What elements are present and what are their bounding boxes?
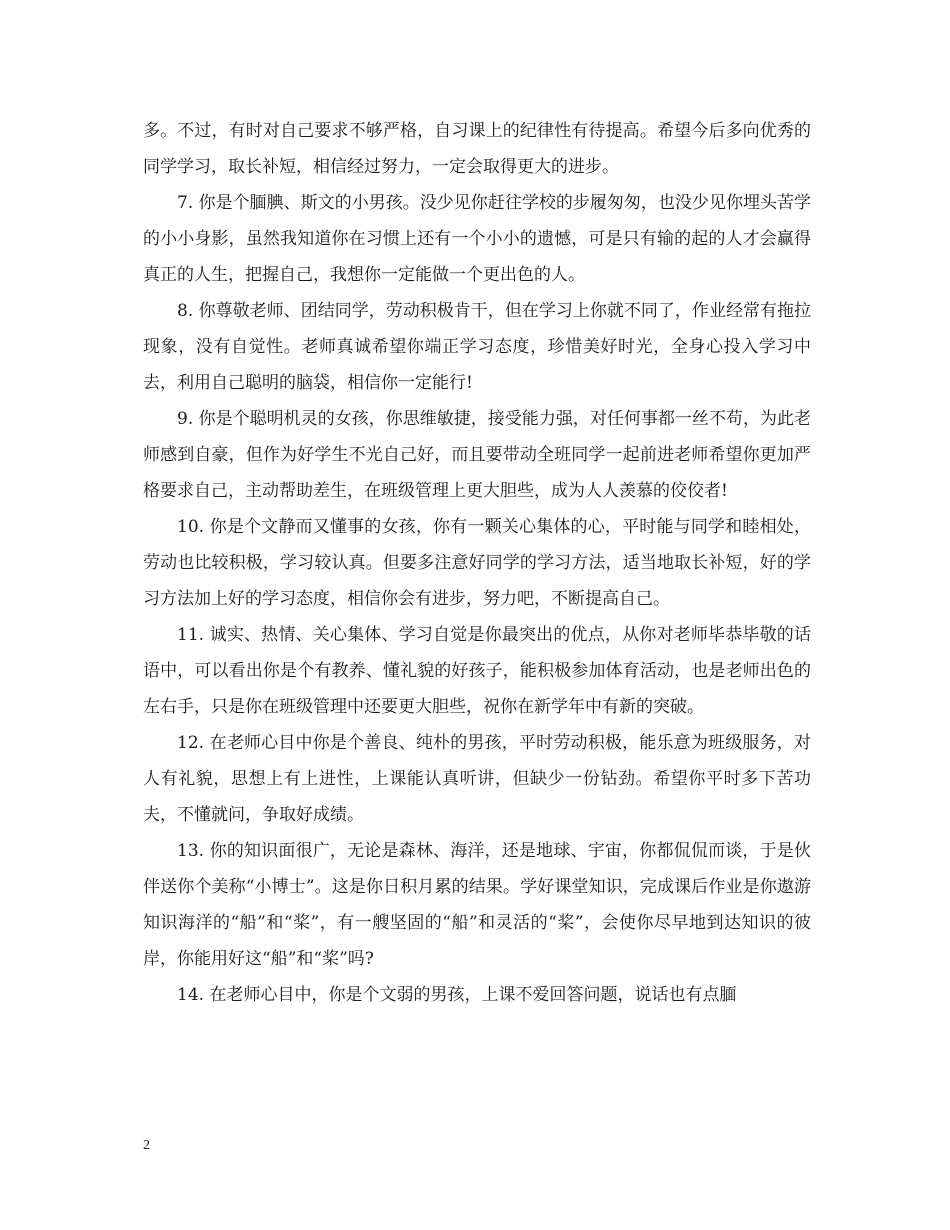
paragraph: 12. 在老师心目中你是个善良、纯朴的男孩，平时劳动积极，能乐意为班级服务，对人有礼貌，思想上有上进性，上课能认真听讲，但缺少一份钻劲。希望你平时多下苦功夫，不懂就问，争取好成绩。 xyxy=(143,733,811,825)
paragraph: 7. 你是个腼腆、斯文的小男孩。没少见你赶往学校的步履匆匆，也没少见你埋头苦学的小小身影，虽然我知道你在习惯上还有一个小小的遗憾，可是只有输的起的人才会赢得真正的人生，把握自己，我想你一定能做一个更出色的人。 xyxy=(143,193,811,285)
page-number: 2 xyxy=(143,1138,150,1153)
body-text xyxy=(143,113,811,1013)
paragraph: 8. 你尊敬老师、团结同学，劳动积极肯干，但在学习上你就不同了，作业经常有拖拉现象，没有自觉性。老师真诚希望你端正学习态度，珍惜美好时光，全身心投入学习中去，利用自己聪明的脑袋，相信你一定能行! xyxy=(143,301,811,393)
paragraph: 11. 诚实、热情、关心集体、学习自觉是你最突出的优点，从你对老师毕恭毕敬的话语中，可以看出你是个有教养、懂礼貌的好孩子，能积极参加体育活动，也是老师出色的左右手，只是你在班级管理中还要更大胆些，祝你在新学年中有新的突破。 xyxy=(143,625,811,717)
paragraph: 14. 在老师心目中，你是个文弱的男孩，上课不爱回答问题，说话也有点腼 xyxy=(177,985,737,1005)
paragraph: 13. 你的知识面很广，无论是森林、海洋，还是地球、宇宙，你都侃侃而谈，于是伙伴送你个美称“小博士”。这是你日积月累的结果。学好课堂知识，完成课后作业是你遨游知识海洋的“船”和“桨”，有一艘坚固的“船”和灵活的“桨”，会使你尽早地到达知识的彼岸，你能用好这“船”和“桨”吗? xyxy=(143,841,811,969)
paragraph: 多。不过，有时对自己要求不够严格，自习课上的纪律性有待提高。希望今后多向优秀的同学学习，取长补短，相信经过努力，一定会取得更大的进步。 xyxy=(143,121,811,177)
paragraph: 10. 你是个文静而又懂事的女孩，你有一颗关心集体的心，平时能与同学和睦相处，劳动也比较积极，学习较认真。但要多注意好同学的学习方法，适当地取长补短，好的学习方法加上好的学习态度，相信你会有进步，努力吧，不断提高自己。 xyxy=(143,517,811,609)
paragraph: 9. 你是个聪明机灵的女孩，你思维敏捷，接受能力强，对任何事都一丝不苟，为此老师感到自豪，但作为好学生不光自己好，而且要带动全班同学一起前进老师希望你更加严格要求自己，主动帮助差生，在班级管理上更大胆些，成为人人羡慕的佼佼者! xyxy=(143,409,811,501)
